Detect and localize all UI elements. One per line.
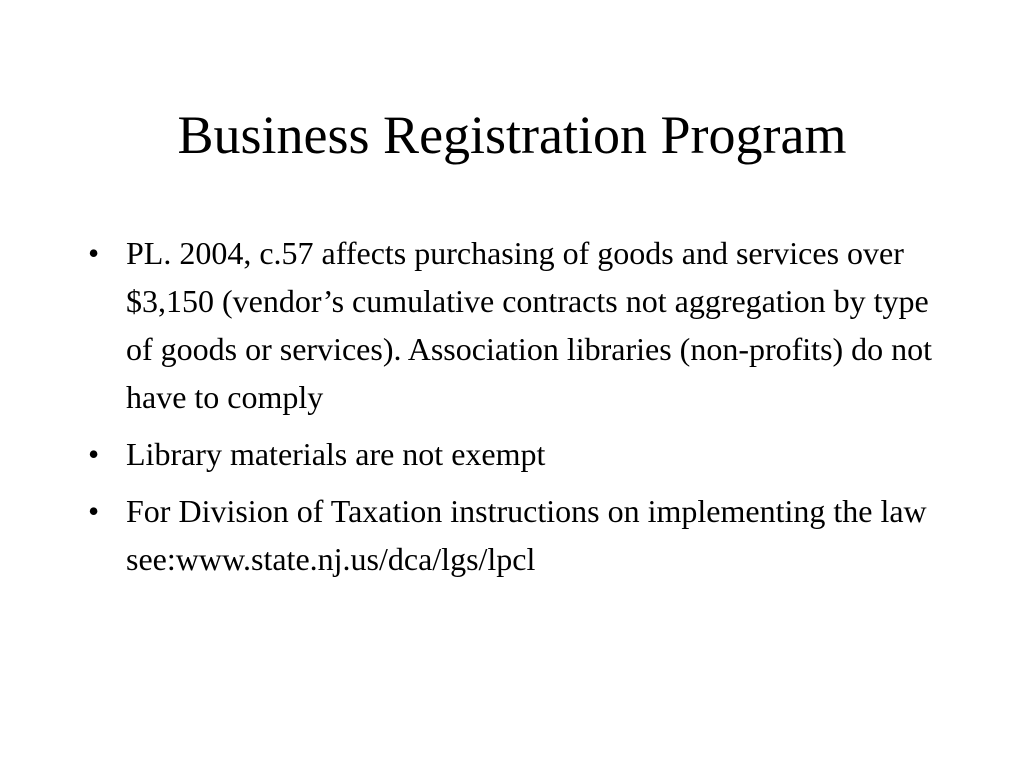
- bullet-icon: •: [88, 493, 100, 529]
- bullet-item-library-materials: [84, 430, 954, 478]
- bullet-icon: •: [88, 235, 100, 271]
- slide-title: Business Registration Program: [177, 105, 847, 165]
- bullet-item-taxation-instructions: [84, 487, 954, 583]
- bullet-list: [84, 229, 954, 592]
- bullet-text: Library materials are not exempt: [126, 436, 546, 472]
- bullet-text: PL. 2004, c.57 affects purchasing of goods and services over $3,150 (vendor’s cumulative contracts not aggregation by type of goods or services). Association libraries (non-profits) do not have to comply: [126, 235, 933, 415]
- bullet-icon: •: [88, 436, 100, 472]
- bullet-item-purchasing-law: [84, 229, 954, 421]
- bullet-text: For Division of Taxation instructions on implementing the law see:www.state.nj.us/dca/lgs/lpcl: [126, 493, 927, 577]
